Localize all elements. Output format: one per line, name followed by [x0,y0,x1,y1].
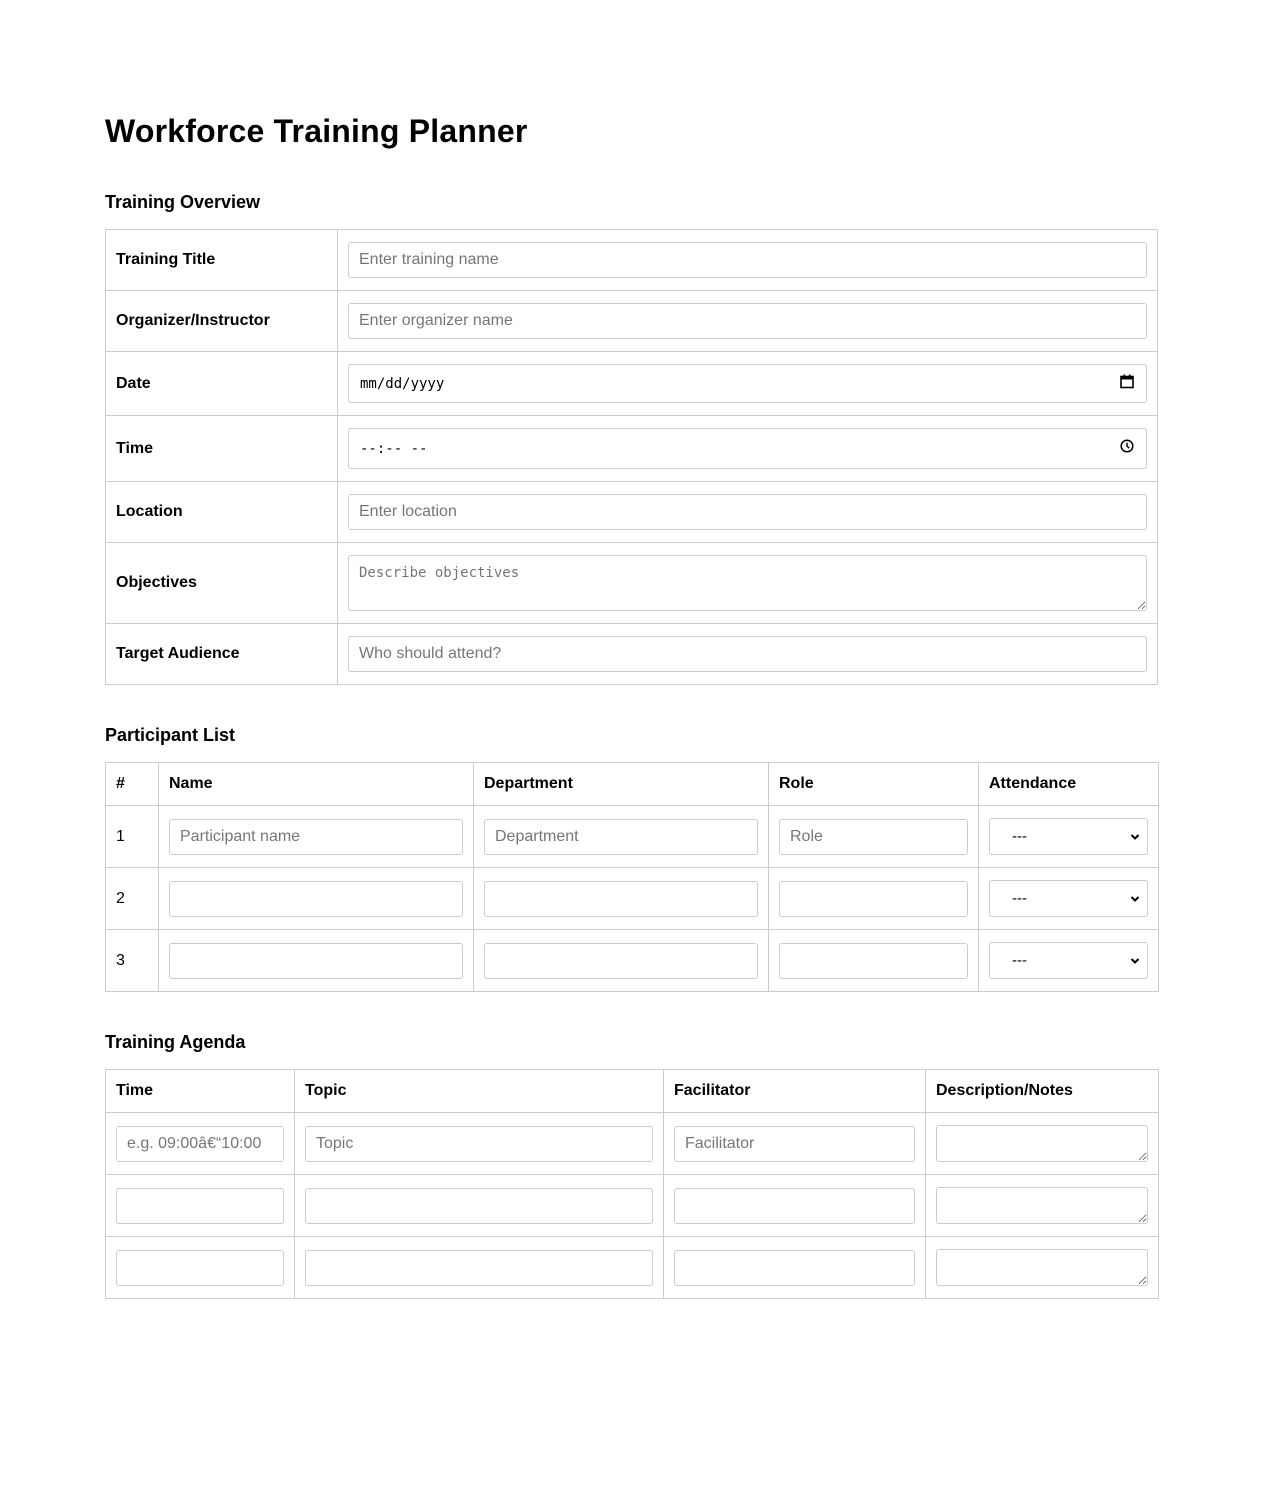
participant-number: 3 [106,930,159,992]
organizer-input[interactable] [348,303,1147,339]
target-audience-label: Target Audience [106,624,338,685]
section-title-overview: Training Overview [105,192,261,212]
col-header-attendance: Attendance [979,763,1159,806]
date-input-value: mm/dd/yyyy [360,375,445,392]
participant-department-input[interactable] [484,819,758,855]
participant-name-input[interactable] [169,819,463,855]
participants-header-row [106,763,1159,806]
agenda-row [106,1113,1159,1175]
agenda-time-input[interactable] [116,1126,284,1162]
training-title-input[interactable] [348,242,1147,278]
attendance-select[interactable] [989,880,1148,917]
col-header-department: Department [474,763,769,806]
overview-row-training-title [106,230,1158,291]
overview-row-target-audience [106,624,1158,685]
date-input[interactable] [348,364,1147,403]
participant-name-input[interactable] [169,943,463,979]
organizer-label: Organizer/Instructor [106,291,338,352]
participant-name-input[interactable] [169,881,463,917]
section-title-agenda: Training Agenda [105,1032,246,1052]
training-title-label: Training Title [106,230,338,291]
participant-number: 1 [106,806,159,868]
agenda-topic-input[interactable] [305,1126,653,1162]
col-header-name: Name [159,763,474,806]
col-header-number: # [106,763,159,806]
agenda-notes-textarea[interactable] [936,1125,1148,1162]
participant-role-input[interactable] [779,819,968,855]
overview-row-location [106,482,1158,543]
participant-row [106,930,1159,992]
attendance-select[interactable] [989,818,1148,855]
overview-row-time [106,416,1158,482]
col-header-notes: Description/Notes [926,1070,1159,1113]
time-input-value: --:-- -- [360,440,428,457]
participant-department-input[interactable] [484,881,758,917]
overview-table [105,229,1158,685]
col-header-time: Time [106,1070,295,1113]
participants-table [105,762,1159,992]
agenda-time-input[interactable] [116,1250,284,1286]
agenda-topic-input[interactable] [305,1188,653,1224]
agenda-facilitator-input[interactable] [674,1126,915,1162]
agenda-row [106,1237,1159,1299]
agenda-notes-textarea[interactable] [936,1249,1148,1286]
calendar-icon[interactable] [1120,374,1134,394]
objectives-textarea[interactable] [348,555,1147,611]
agenda-topic-input[interactable] [305,1250,653,1286]
attendance-select[interactable] [989,942,1148,979]
agenda-table [105,1069,1159,1299]
overview-row-objectives [106,543,1158,624]
time-label: Time [106,416,338,482]
time-input[interactable] [348,428,1147,469]
date-label: Date [106,352,338,416]
participant-row [106,868,1159,930]
agenda-facilitator-input[interactable] [674,1188,915,1224]
overview-row-organizer [106,291,1158,352]
location-label: Location [106,482,338,543]
agenda-facilitator-input[interactable] [674,1250,915,1286]
agenda-time-input[interactable] [116,1188,284,1224]
agenda-header-row [106,1070,1159,1113]
participant-department-input[interactable] [484,943,758,979]
col-header-role: Role [769,763,979,806]
target-audience-input[interactable] [348,636,1147,672]
participant-role-input[interactable] [779,881,968,917]
col-header-facilitator: Facilitator [664,1070,926,1113]
section-title-participants: Participant List [105,725,236,745]
participant-number: 2 [106,868,159,930]
participant-role-input[interactable] [779,943,968,979]
participant-row [106,806,1159,868]
objectives-label: Objectives [106,543,338,624]
overview-row-date [106,352,1158,416]
location-input[interactable] [348,494,1147,530]
clock-icon[interactable] [1120,439,1134,458]
col-header-topic: Topic [295,1070,664,1113]
agenda-row [106,1175,1159,1237]
agenda-notes-textarea[interactable] [936,1187,1148,1224]
page-title: Workforce Training Planner [105,113,528,149]
